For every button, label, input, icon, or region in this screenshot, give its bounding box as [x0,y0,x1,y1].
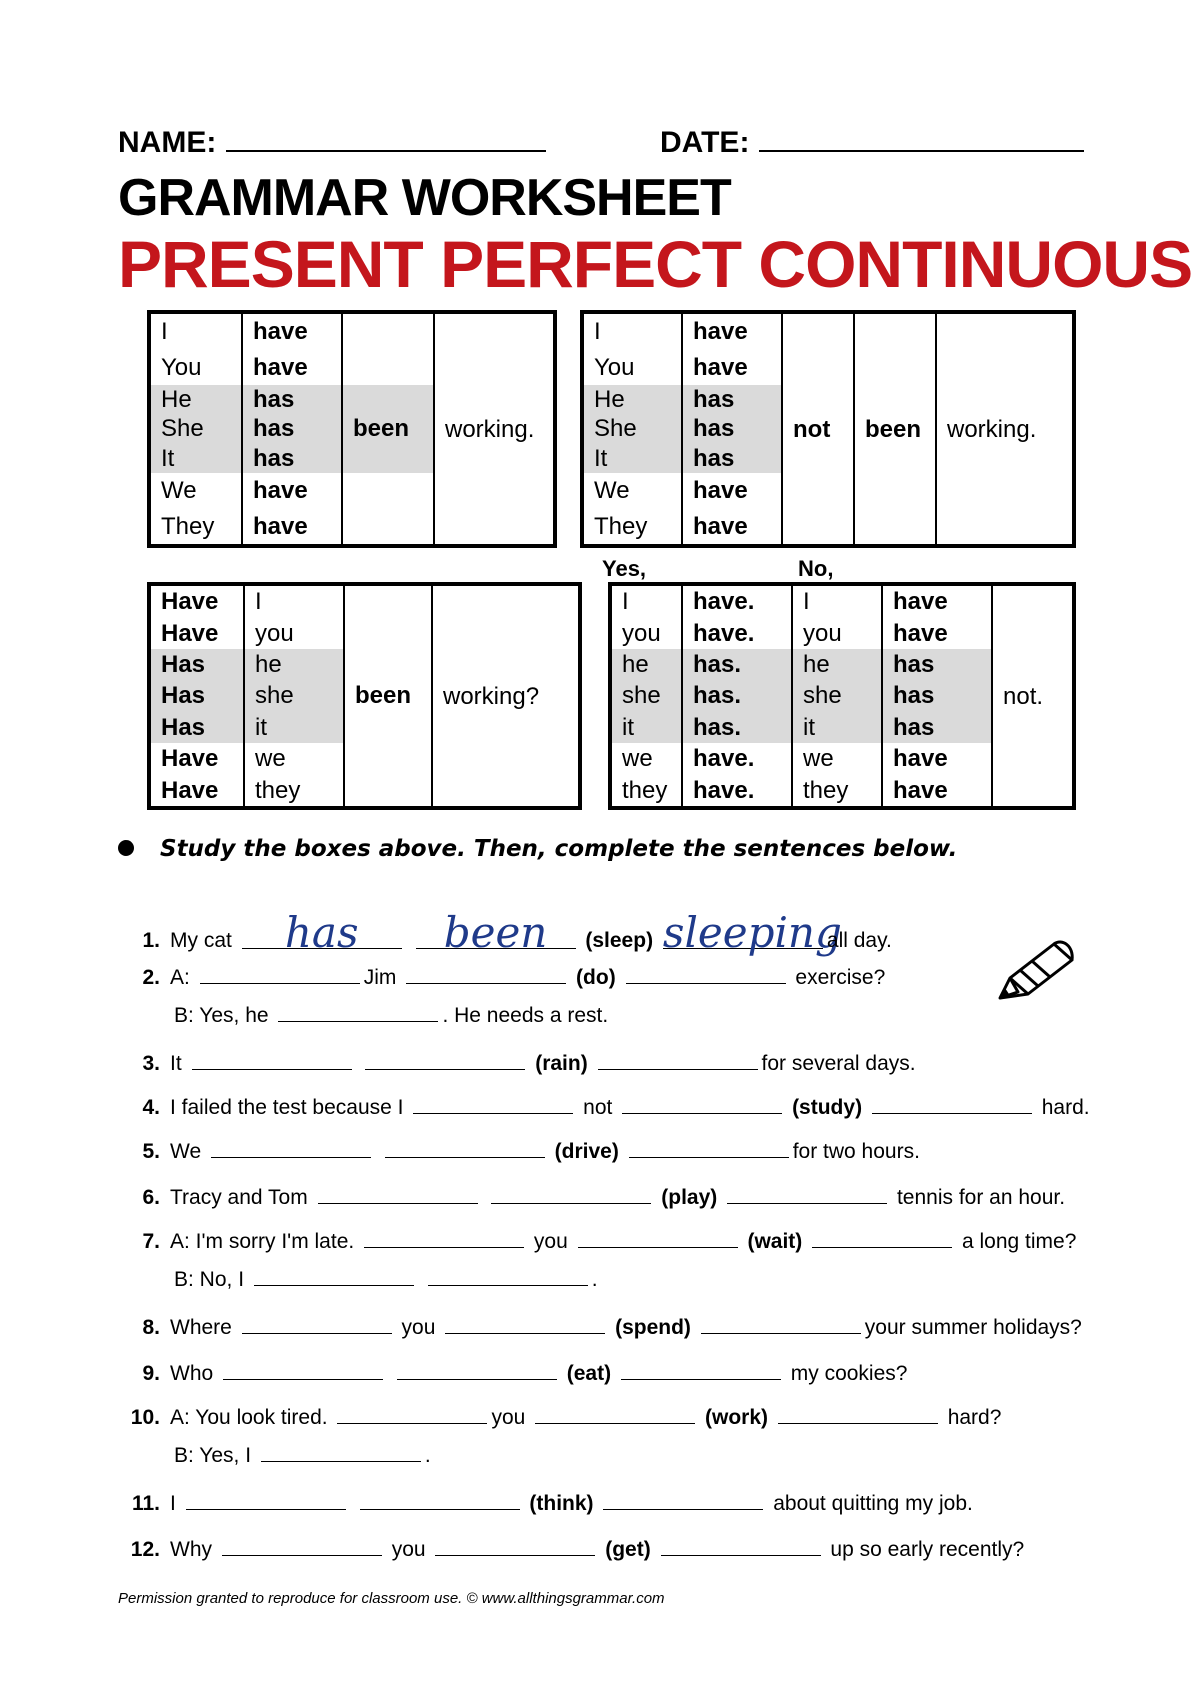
date-label: DATE: [660,126,750,159]
not-cell: not. [992,584,1074,808]
answer-blank[interactable] [812,1226,952,1248]
no-label: No, [798,556,834,581]
handwritten-answer[interactable]: sleeping [662,908,842,957]
answer-blank[interactable] [223,1358,383,1380]
question-text: Why [170,1538,212,1561]
question-text: my cookies? [790,1362,908,1385]
question-10-b [118,1440,431,1471]
question-text: We [170,1140,202,1163]
question-3 [118,1048,916,1079]
subject-cell: you [622,619,661,647]
answer-blank[interactable] [192,1048,352,1070]
answer-blank[interactable] [254,1264,414,1286]
answer-blank[interactable] [337,1402,487,1424]
subject-cell: We [594,476,630,504]
answer-blank[interactable] [242,1312,392,1334]
instruction-text: Study the boxes above. Then, complete the sentences below. [160,836,958,862]
question-number: 8. [142,1316,160,1339]
question-text: not [583,1096,613,1119]
question-text: about quitting my job. [773,1492,973,1515]
subject-cell: I [792,584,882,618]
subject-cell: I [244,584,344,618]
subject-cell: it [244,712,344,743]
subject-cell: she [610,680,682,711]
answer-blank[interactable] [603,1488,763,1510]
subject-cell: he [610,649,682,680]
aux-cell: have [682,508,782,546]
question-text: hard? [947,1406,1002,1429]
answer-blank[interactable] [428,1264,588,1286]
question-text: A: I'm sorry I'm late. [170,1230,355,1253]
subject-cell: we [244,743,344,774]
aux-cell: have [882,618,992,649]
question-text: hard. [1041,1096,1090,1119]
verb-cell: working. [936,312,1074,546]
subject-cell: it [792,712,882,743]
subject-cell: You [161,354,202,382]
question-text: B: No, I [174,1268,245,1291]
verb-hint: (sleep) [585,929,654,952]
answer-blank[interactable] [778,1402,938,1424]
aux-cell: has [242,444,342,473]
question-number: 6. [142,1186,160,1209]
answer-blank[interactable] [318,1182,478,1204]
subject-cell: he [792,649,882,680]
aux-cell: has [682,444,782,473]
negative-table [580,310,1076,548]
question-text: B: Yes, I [174,1444,252,1467]
subject-cell: It [582,444,682,473]
question-text: up so early recently? [830,1538,1025,1561]
name-line[interactable] [226,122,546,152]
been-cell: been [854,312,936,546]
answer-blank[interactable] [701,1312,861,1334]
aux-cell: Have [161,619,219,647]
answer-blank[interactable] [261,1440,421,1462]
subject-cell: He [582,385,682,414]
subject-cell: You [594,354,635,382]
question-text: . [591,1268,598,1291]
question-text: It [170,1052,182,1075]
aux-cell: have [682,473,782,509]
verb-hint: (think) [529,1492,594,1515]
question-text: . [424,1444,431,1467]
question-number: 2. [142,966,160,989]
question-number: 3. [142,1052,160,1075]
answer-blank[interactable] [535,1402,695,1424]
question-text: A: [170,966,190,989]
question-4 [118,1092,1090,1123]
answer-blank[interactable] [622,1092,782,1114]
aux-cell: has [242,385,342,414]
pencil-icon [996,936,1080,1006]
verb-cell: working? [432,584,580,808]
question-number: 5. [142,1140,160,1163]
date-field [660,122,1084,162]
answer-blank[interactable] [413,1092,573,1114]
answer-blank[interactable] [578,1226,738,1248]
bullet-icon [118,840,134,856]
worksheet-title: GRAMMAR WORKSHEET [118,169,731,227]
aux-cell: has [682,414,782,443]
subject-cell: I [161,318,168,346]
question-10 [118,1402,1001,1433]
aux-cell: Has [149,712,244,743]
answer-blank[interactable] [598,1048,758,1070]
subject-cell: he [244,649,344,680]
question-6 [118,1182,1065,1213]
subject-cell: they [244,774,344,808]
answer-blank[interactable] [626,962,786,984]
question-text: your summer holidays? [864,1316,1082,1339]
aux-cell: has [242,414,342,443]
handwritten-answer[interactable]: been [416,918,576,949]
question-text: Where [170,1316,232,1339]
question-text: Tracy and Tom [170,1186,308,1209]
answer-blank[interactable] [200,962,360,984]
question-8 [118,1312,1082,1343]
subject-cell: we [792,743,882,774]
aux-cell: Have [161,745,219,773]
answer-blank[interactable] [727,1182,887,1204]
aux-cell: Have [161,588,219,616]
answer-blank[interactable] [435,1534,595,1556]
answer-blank[interactable] [661,1534,821,1556]
affirmative-table [147,310,557,548]
aux-cell: have. [682,584,792,618]
aux-cell: have [682,350,782,386]
answer-blank[interactable] [629,1136,789,1158]
verb-hint: (drive) [554,1140,619,1163]
question-5 [118,1136,920,1167]
date-line[interactable] [759,122,1084,152]
aux-cell: have [882,774,992,808]
answer-blank[interactable] [872,1092,1032,1114]
question-1 [118,908,892,957]
verb-hint: (do) [576,966,616,989]
subject-cell: they [792,774,882,808]
verb-hint: (spend) [615,1316,691,1339]
subject-cell: She [582,414,682,443]
question-number: 4. [142,1096,160,1119]
answer-blank[interactable] [222,1534,382,1556]
aux-cell: has. [682,680,792,711]
aux-cell: have [882,743,992,774]
subject-cell: We [161,476,197,504]
question-9 [118,1358,907,1389]
question-number: 10. [130,1406,160,1429]
subject-cell: she [792,680,882,711]
answer-blank[interactable] [278,1000,438,1022]
question-text: B: Yes, he [174,1004,269,1027]
verb-hint: (play) [661,1186,718,1209]
verb-cell: working. [434,312,555,546]
aux-cell: have [242,508,342,546]
answer-blank[interactable] [364,1226,524,1248]
question-2-b [118,1000,608,1031]
name-field [118,122,546,162]
subject-cell: She [149,414,242,443]
question-text: you [491,1406,526,1429]
answer-blank[interactable] [621,1358,781,1380]
answer-blank[interactable] [397,1358,557,1380]
question-text: exercise? [795,966,886,989]
instruction [118,836,957,862]
question-text: you [401,1316,436,1339]
verb-hint: (eat) [566,1362,612,1385]
worksheet-subtitle: PRESENT PERFECT CONTINUOUS [118,227,1193,301]
question-text: . He needs a rest. [442,1004,609,1027]
aux-cell: have. [682,618,792,649]
yes-label: Yes, [602,556,647,581]
question-text: a long time? [961,1230,1077,1253]
answer-blank[interactable] [491,1182,651,1204]
aux-cell: Has [149,680,244,711]
been-cell: been [344,649,432,743]
verb-hint: (get) [605,1538,651,1561]
aux-cell: has [682,385,782,414]
question-text: Jim [363,966,397,989]
aux-cell: Has [149,649,244,680]
subject-cell: They [594,512,648,540]
question-text: all day. [826,929,892,952]
subject-cell: she [244,680,344,711]
aux-cell: have. [682,743,792,774]
footer: Permission granted to reproduce for classroom use. © www.allthingsgrammar.com [118,1590,665,1607]
handwritten-answer[interactable]: has [242,918,402,949]
question-7-b [118,1264,598,1295]
verb-hint: (wait) [747,1230,803,1253]
aux-cell: have [242,312,342,350]
question-text: for several days. [761,1052,916,1075]
subject-cell: it [610,712,682,743]
answer-blank[interactable] [360,1488,520,1510]
question-7 [118,1226,1076,1257]
question-text: for two hours. [792,1140,920,1163]
subject-cell: you [244,618,344,649]
question-number: 1. [142,929,160,952]
question-text: tennis for an hour. [896,1186,1066,1209]
answer-blank[interactable] [211,1136,371,1158]
verb-hint: (study) [792,1096,863,1119]
question-2 [118,962,885,993]
question-text: A: You look tired. [170,1406,328,1429]
subject-cell: I [622,588,629,616]
subject-cell: It [149,444,242,473]
aux-cell: has [882,712,992,743]
question-text: you [391,1538,426,1561]
verb-hint: (work) [705,1406,769,1429]
answer-blank[interactable] [365,1048,525,1070]
answer-blank[interactable] [406,962,566,984]
question-12 [118,1534,1024,1565]
question-11 [118,1488,973,1519]
aux-cell: has. [682,712,792,743]
subject-cell: He [149,385,242,414]
question-text: I failed the test because I [170,1096,404,1119]
short-answer-table [608,582,1076,810]
question-number: 7. [142,1230,160,1253]
name-label: NAME: [118,126,217,159]
aux-cell: have [242,350,342,386]
subject-cell: They [161,512,215,540]
question-number: 9. [142,1362,160,1385]
answer-blank[interactable] [385,1136,545,1158]
question-text: you [533,1230,568,1253]
aux-cell: have. [682,774,792,808]
aux-cell: have [242,473,342,509]
question-text: I [170,1492,176,1515]
question-text: Who [170,1362,214,1385]
aux-cell: have [682,312,782,350]
answer-blank[interactable] [186,1488,346,1510]
aux-cell: has [882,649,992,680]
aux-cell: Have [161,776,219,804]
verb-hint: (rain) [535,1052,588,1075]
subject-cell: I [594,318,601,346]
aux-cell: have [882,584,992,618]
aux-cell: has. [682,649,792,680]
answer-blank[interactable] [445,1312,605,1334]
question-number: 12. [130,1538,160,1561]
aux-cell: has [882,680,992,711]
subject-cell: you [792,618,882,649]
not-cell: not [782,312,854,546]
subject-cell: we [622,745,653,773]
question-text: My cat [170,929,232,952]
been-cell: been [342,385,434,472]
subject-cell: they [622,776,668,804]
question-number: 11. [131,1492,160,1515]
question-table [147,582,582,810]
